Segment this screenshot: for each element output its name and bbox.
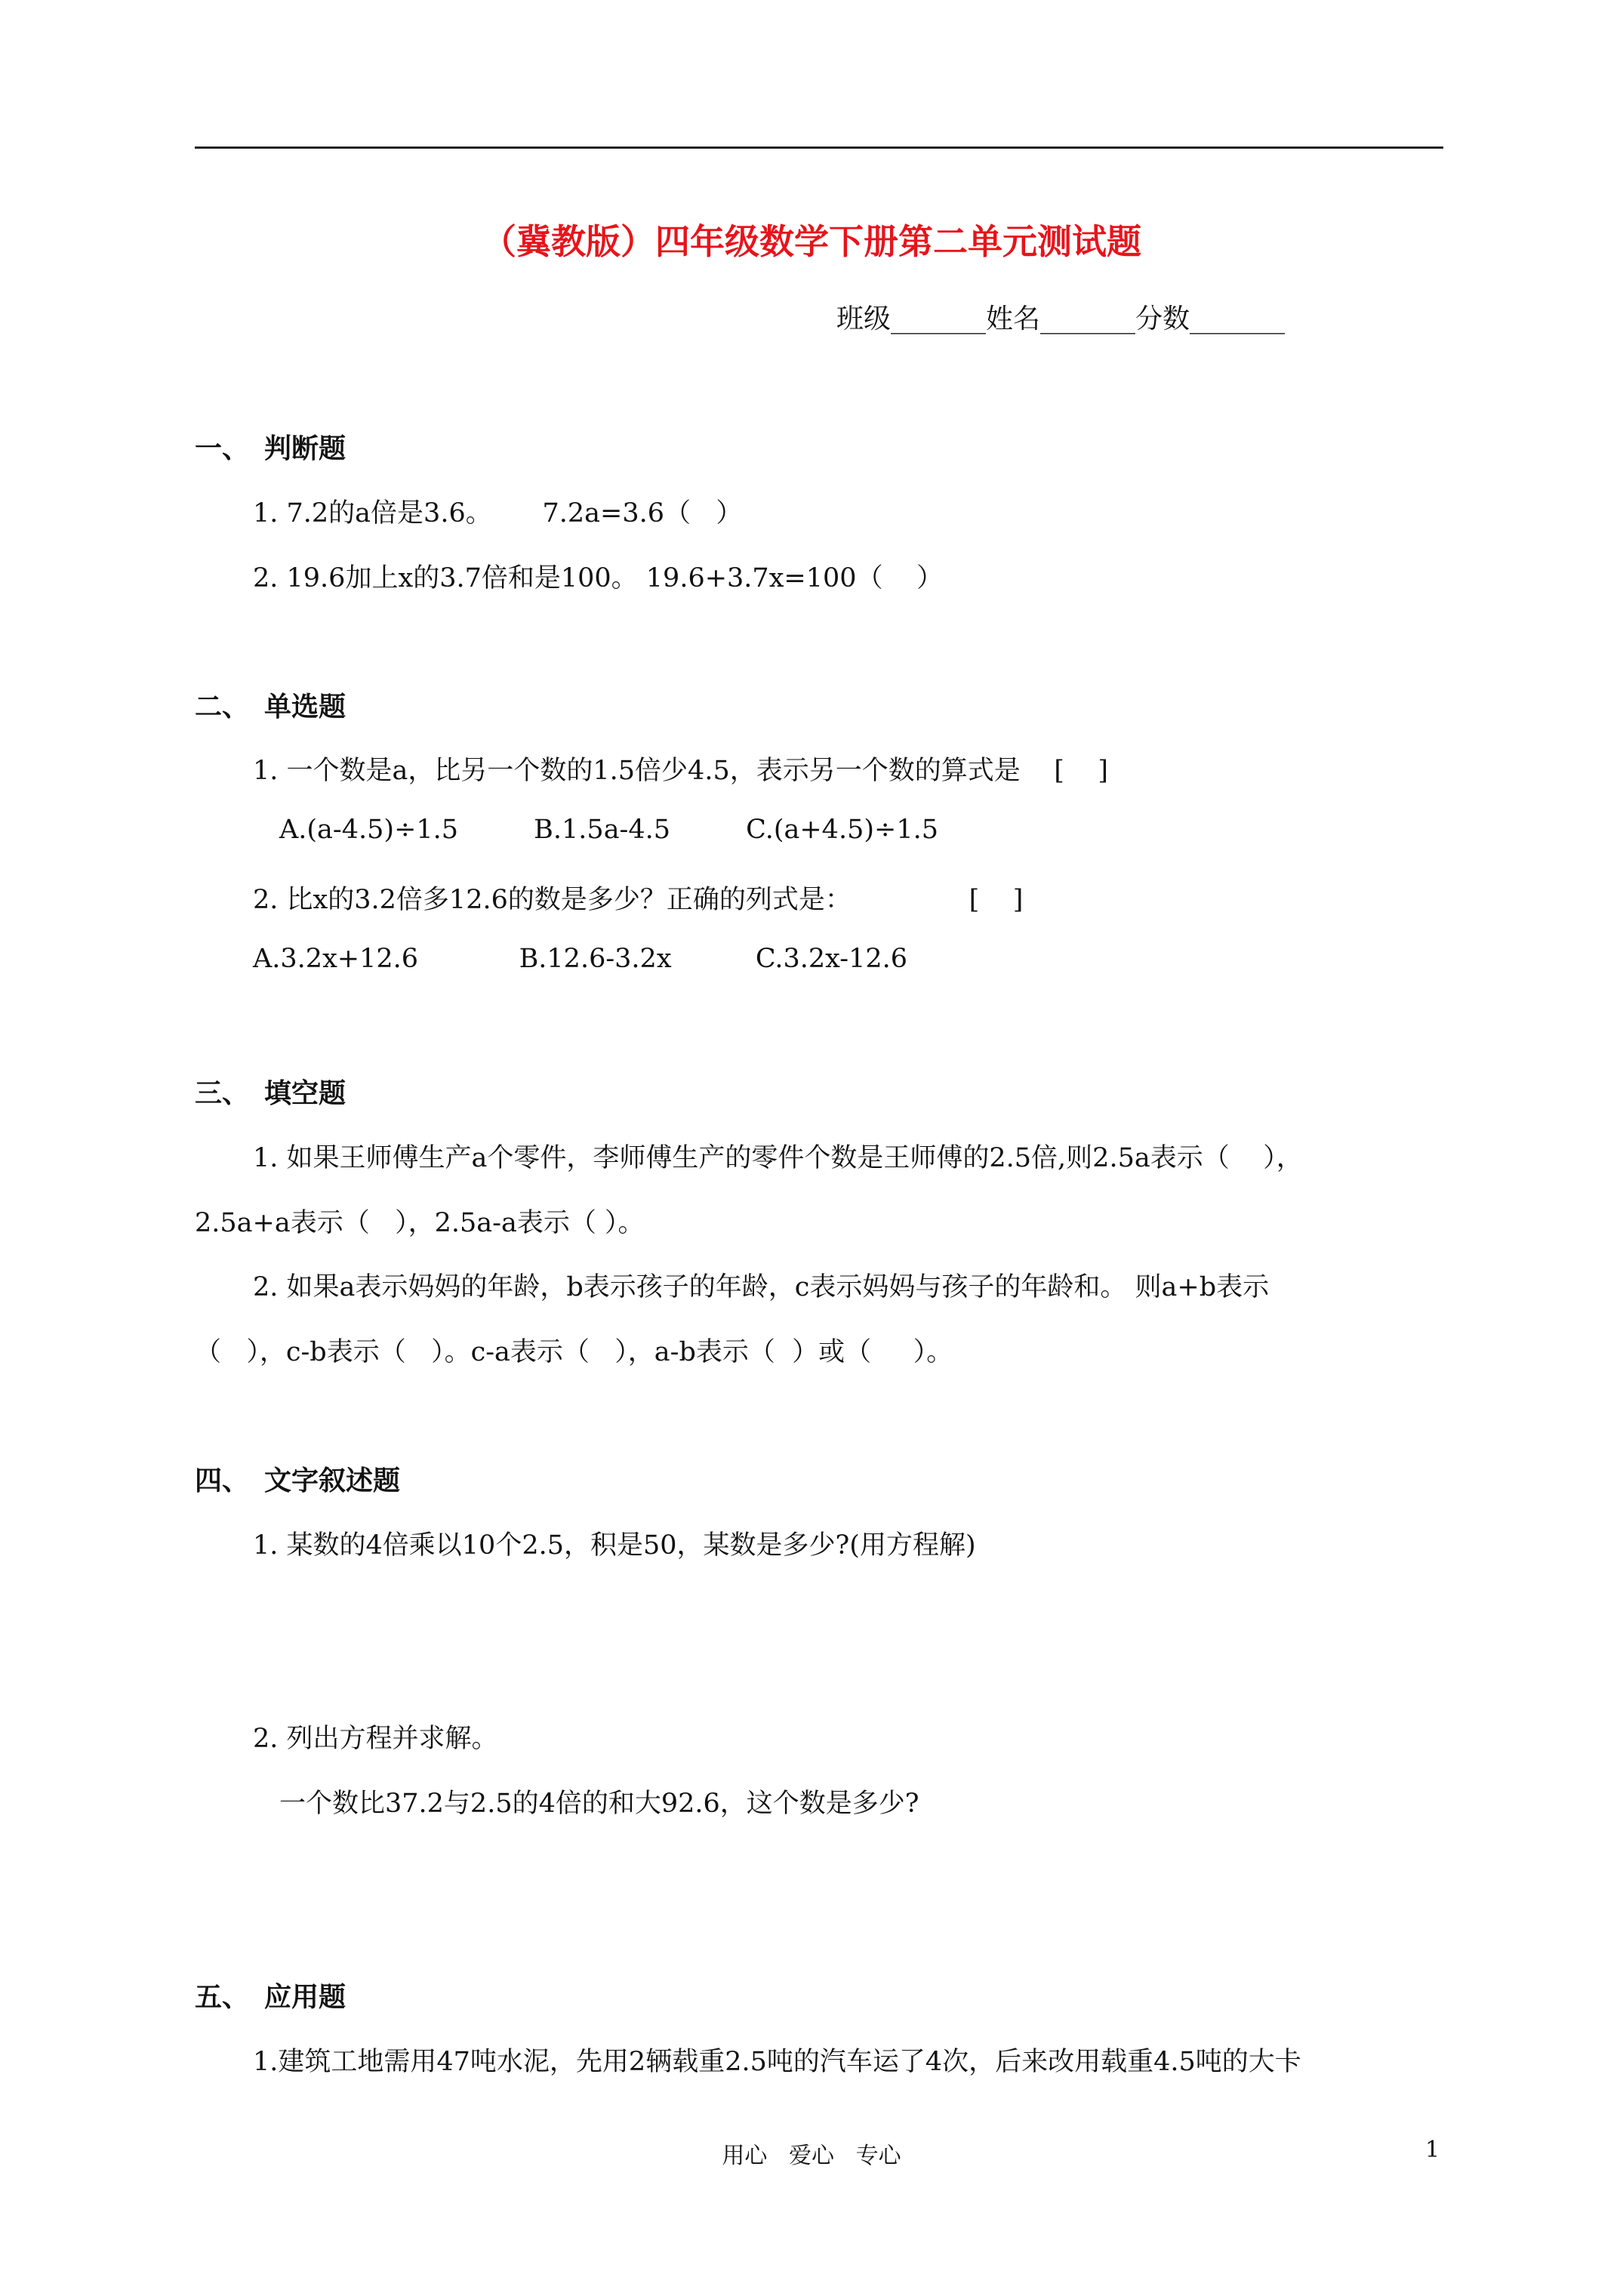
option-line: A.3.2x+12.6 B.12.6-3.2x C.3.2x-12.6 [253,944,908,974]
question-line: 2. 列出方程并求解。 [253,1724,498,1754]
question-line: 1. 一个数是a，比另一个数的1.5倍少4.5，表示另一个数的算式是 [ ] [253,756,1109,786]
header-rule [195,146,1443,149]
section-title: 判断题 [264,433,346,464]
question-line: 2.5a+a表示（ ），2.5a-a表示（ ）。 [195,1208,645,1238]
section-title: 应用题 [264,1982,346,2013]
student-info-line: 班级_______姓名_______分数_______ [836,304,1286,334]
option-line: A.(a-4.5)÷1.5 B.1.5a-4.5 C.(a+4.5)÷1.5 [279,815,938,845]
question-line: 1. 某数的4倍乘以10个2.5，积是50，某数是多少?(用方程解) [253,1530,976,1561]
section-title: 文字叙述题 [264,1465,401,1496]
section-number: 三、 [195,1078,250,1109]
section-heading-3 [195,1072,346,1111]
question-line: 1.建筑工地需用47吨水泥，先用2辆载重2.5吨的汽车运了4次，后来改用载重4.5吨的大卡 [253,2047,1301,2077]
question-line: 1. 如果王师傅生产a个零件，李师傅生产的零件个数是王师傅的2.5倍,则2.5a表示（ ）， [253,1143,1303,1173]
section-heading-4 [195,1459,400,1498]
section-title: 填空题 [264,1078,346,1109]
question-line: 1. 7.2的a倍是3.6。 7.2a=3.6（ ） [253,498,743,529]
section-number: 一、 [195,433,250,464]
question-line: 2. 19.6加上x的3.7倍和是100。 19.6+3.7x=100（ ） [253,563,944,593]
section-heading-5 [195,1976,346,2014]
question-line: 2. 如果a表示妈妈的年龄，b表示孩子的年龄，c表示妈妈与孩子的年龄和。 则a+b表示 [253,1272,1270,1302]
section-title: 单选题 [264,692,346,723]
question-line: （ ），c-b表示（ ）。c-a表示（ ），a-b表示（ ）或（ ）。 [195,1337,953,1367]
question-line: 2. 比x的3.2倍多12.6的数是多少？正确的列式是： [ ] [253,885,1024,915]
document-title: （冀教版）四年级数学下册第二单元测试题 [482,221,1141,262]
section-number: 五、 [195,1982,250,2013]
page-footer: 用心 爱心 专心 [722,2143,901,2169]
section-number: 四、 [195,1465,250,1496]
section-heading-1 [195,427,346,466]
page-number: 1 [1425,2137,1440,2163]
section-heading-2 [195,686,346,724]
section-number: 二、 [195,692,250,723]
question-line: 一个数比37.2与2.5的4倍的和大92.6，这个数是多少? [279,1789,919,1819]
